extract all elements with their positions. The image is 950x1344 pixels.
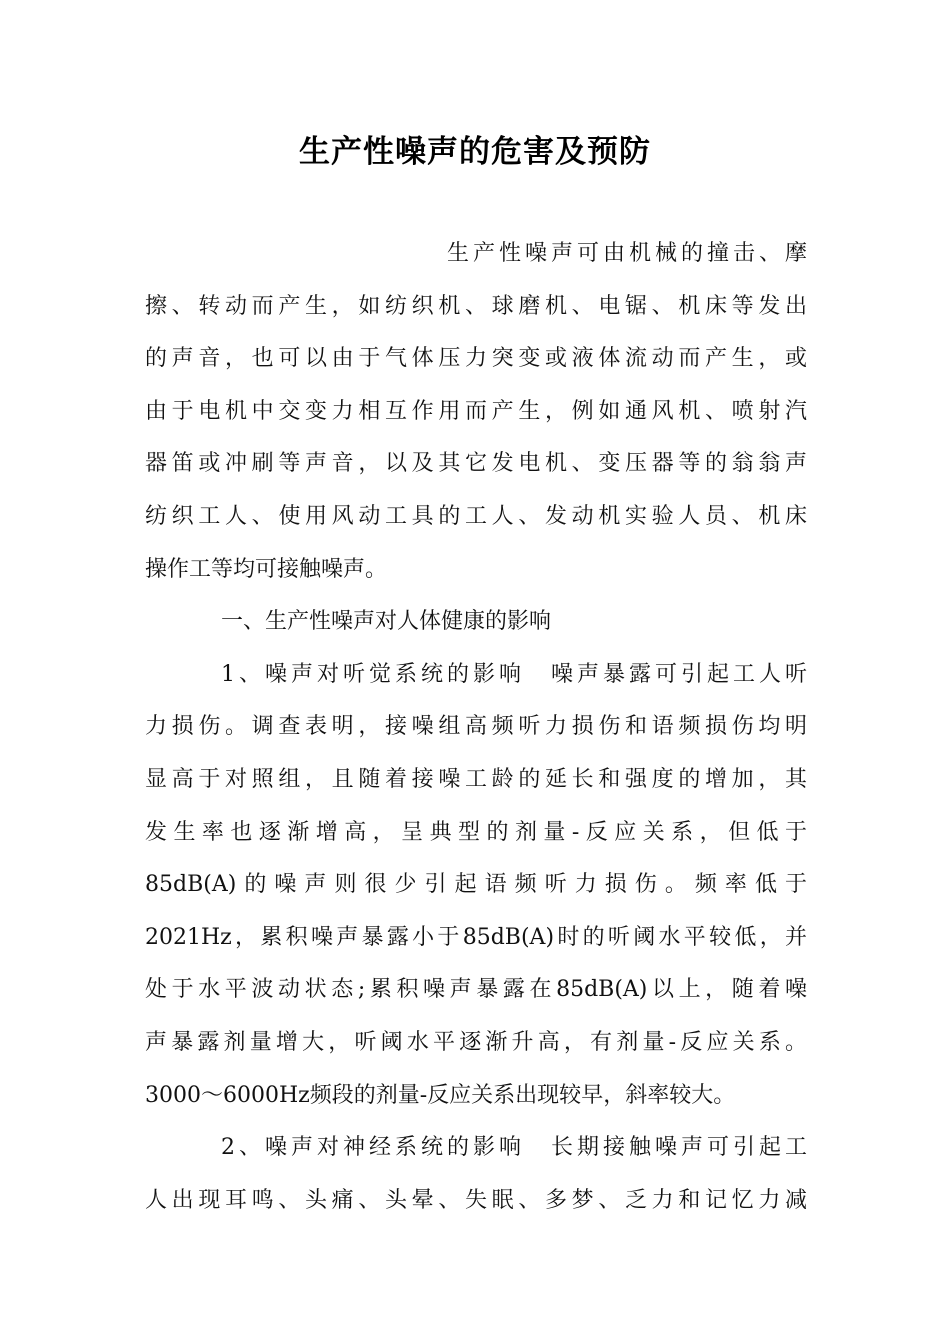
text-line: 2、噪声对神经系统的影响 长期接触噪声可引起工 <box>221 1135 807 1161</box>
text-line: 声暴露剂量增大，听阈水平逐渐升高，有剂量-反应关系。 <box>145 1029 807 1055</box>
text-line: 的声音，也可以由于气体压力突变或液体流动而产生，或 <box>145 346 807 372</box>
text-line: 人出现耳鸣、头痛、头晕、失眠、多梦、乏力和记忆力减 <box>145 1187 807 1213</box>
text-line: 器笛或冲刷等声音，以及其它发电机、变压器等的翁翁声 <box>145 451 807 477</box>
text-line: 纺织工人、使用风动工具的工人、发动机实验人员、机床 <box>145 503 807 529</box>
text-line: 操作工等均可接触噪声。 <box>145 556 388 582</box>
document-body <box>145 228 807 1227</box>
text-line: 1、噪声对听觉系统的影响 噪声暴露可引起工人听 <box>221 661 807 687</box>
text-line: 发生率也逐渐增高，呈典型的剂量-反应关系，但低于 <box>145 819 807 845</box>
text-line: 处于水平波动状态;累积噪声暴露在85dB(A)以上，随着噪 <box>145 977 807 1003</box>
text-line: 力损伤。调查表明，接噪组高频听力损伤和语频损伤均明 <box>145 714 807 740</box>
text-line: 3000～6000Hz频段的剂量-反应关系出现较早，斜率较大。 <box>145 1082 736 1108</box>
section-heading: 一、生产性噪声对人体健康的影响 <box>221 609 552 635</box>
text-line: 擦、转动而产生，如纺织机、球磨机、电锯、机床等发出 <box>145 293 807 319</box>
document-title: 生产性噪声的危害及预防 <box>299 134 651 170</box>
text-line: 显高于对照组，且随着接噪工龄的延长和强度的增加，其 <box>145 766 807 792</box>
text-line: 2021Hz，累积噪声暴露小于85dB(A)时的听阈水平较低，并 <box>145 924 807 950</box>
text-line: 生产性噪声可由机械的撞击、摩 <box>447 241 807 266</box>
text-line: 85dB(A)的噪声则很少引起语频听力损伤。频率低于 <box>145 872 807 898</box>
text-line: 由于电机中交变力相互作用而产生，例如通风机、喷射汽 <box>145 398 807 424</box>
